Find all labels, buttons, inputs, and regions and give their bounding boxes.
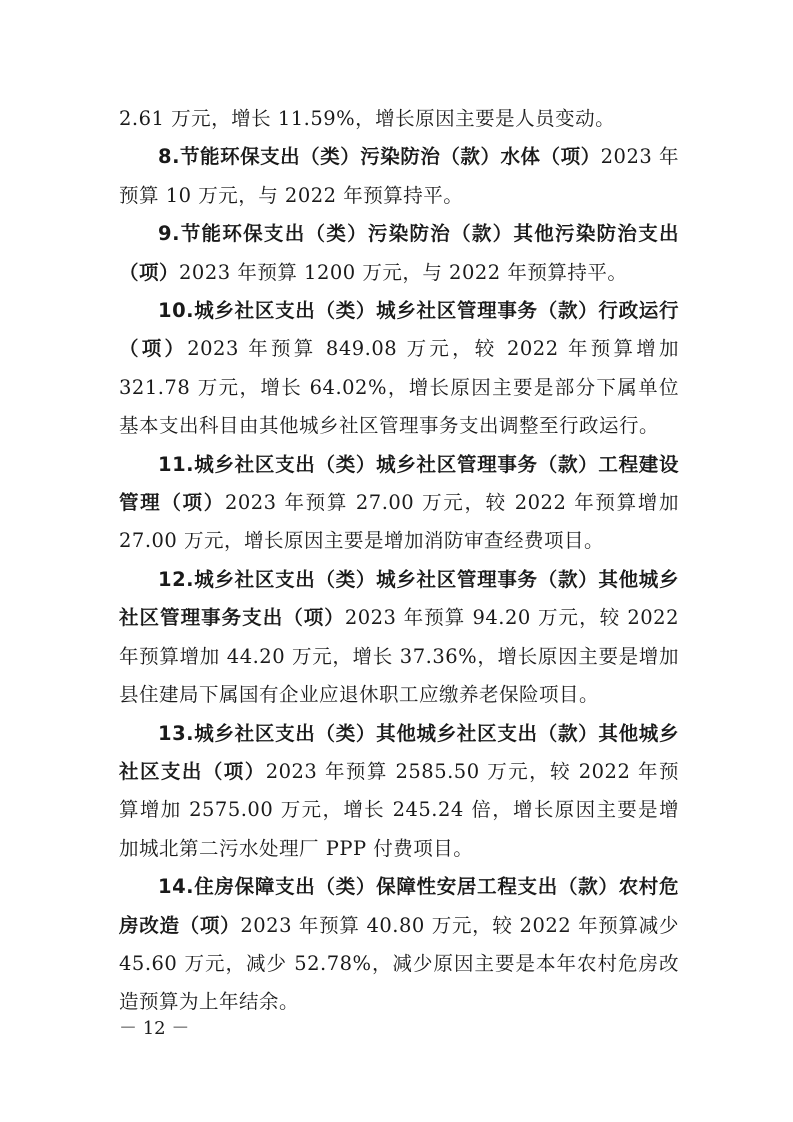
- paragraph-heading: 10.城乡社区支出（类）城乡社区管理事务（款）行政运行（项）: [119, 299, 679, 361]
- paragraph-item-10: [119, 292, 679, 446]
- paragraph-body: 2023 年预算 94.20 万元，较 2022 年预算增加 44.20 万元，增长 37.36%，增长原因主要是增加县住建局下属国有企业应退休职工应缴养老保险项目。: [119, 606, 679, 707]
- paragraph-heading: 11.城乡社区支出（类）城乡社区管理事务（款）工程建设管理（项）: [119, 452, 679, 515]
- paragraph-body: 2023 年预算 1200 万元，与 2022 年预算持平。: [179, 260, 628, 284]
- paragraph-heading: 12.城乡社区支出（类）城乡社区管理事务（款）其他城乡社区管理事务支出（项）: [119, 567, 679, 630]
- paragraph-heading: 8.节能环保支出（类）污染防治（款）水体（项）: [158, 145, 601, 169]
- paragraph-item-9: [119, 215, 679, 292]
- paragraph-heading: 14.住房保障支出（类）保障性安居工程支出（款）农村危房改造（项）: [119, 875, 679, 937]
- page-number: － 12 －: [119, 1018, 190, 1039]
- paragraph-item-14: [119, 868, 679, 1022]
- paragraph-item-8: [119, 138, 679, 215]
- body-text: [119, 100, 679, 1022]
- paragraph-body: 2.61 万元，增长 11.59%，增长原因主要是人员变动。: [119, 107, 616, 130]
- paragraph-body: 2023 年预算 40.80 万元，较 2022 年预算减少 45.60 万元，减少 52.78%，减少原因主要是本年农村危房改造预算为上年结余。: [119, 913, 679, 1014]
- paragraph-body: 2023 年预算 10 万元，与 2022 年预算持平。: [119, 145, 679, 207]
- paragraph-item-13: [119, 715, 679, 869]
- paragraph-heading: 13.城乡社区支出（类）其他城乡社区支出（款）其他城乡社区支出（项）: [119, 721, 679, 783]
- paragraph-body: 2023 年预算 27.00 万元，较 2022 年预算增加 27.00 万元，增长原因主要是增加消防审查经费项目。: [119, 491, 679, 553]
- paragraph-item-11: [119, 446, 679, 561]
- paragraph-item-12: [119, 561, 679, 715]
- paragraph-body: 2023 年预算 2585.50 万元，较 2022 年预算增加 2575.00 万元，增长 245.24 倍，增长原因主要是增加城北第二污水处理厂 PPP 付费项目。: [119, 759, 679, 860]
- paragraph-heading: 9.节能环保支出（类）污染防治（款）其他污染防治支出（项）: [119, 222, 679, 284]
- paragraph-body: 2023 年预算 849.08 万元，较 2022 年预算增加 321.78 万元，增长 64.02%，增长原因主要是部分下属单位基本支出科目由其他城乡社区管理事务支出调整至行政运行。: [119, 337, 679, 438]
- paragraph-continued: [119, 100, 679, 138]
